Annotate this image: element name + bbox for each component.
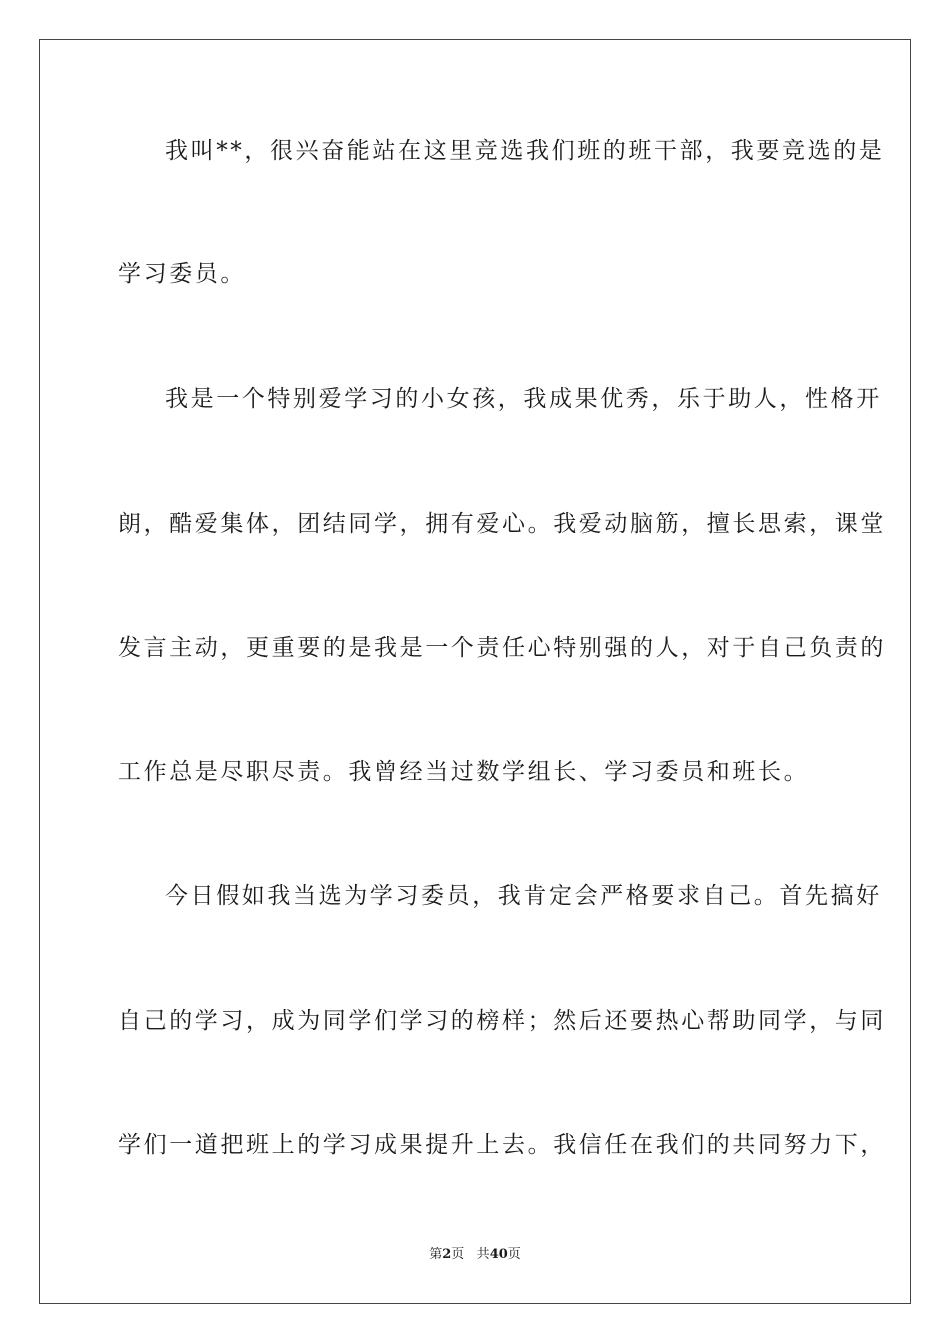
paragraph-2-line-1: 我是一个特别爱学习的小女孩，我成果优秀，乐于助人，性格开 xyxy=(165,386,882,412)
paragraph-3-line-3: 学们一道把班上的学习成果提升上去。我信任在我们的共同努力下， xyxy=(118,1132,886,1158)
footer-total-prefix: 共 xyxy=(476,1247,490,1262)
paragraph-2-line-4: 工作总是尽职尽责。我曾经当过数学组长、学习委员和班长。 xyxy=(118,759,810,785)
page-footer xyxy=(0,1246,950,1264)
page-border xyxy=(39,39,911,1304)
paragraph-1-line-2: 学习委员。 xyxy=(118,261,246,287)
paragraph-3-line-2: 自己的学习，成为同学们学习的榜样；然后还要热心帮助同学，与同 xyxy=(118,1008,886,1034)
paragraph-1-line-1: 我叫**，很兴奋能站在这里竞选我们班的班干部，我要竞选的是 xyxy=(165,138,885,164)
total-pages-number: 40 xyxy=(489,1247,508,1262)
current-page-number: 2 xyxy=(442,1247,452,1262)
paragraph-2-line-2: 朗，酷爱集体，团结同学，拥有爱心。我爱动脑筋，擅长思索，课堂 xyxy=(118,511,886,537)
paragraph-3-line-1: 今日假如我当选为学习委员，我肯定会严格要求自己。首先搞好 xyxy=(165,883,882,909)
footer-page-word: 页 xyxy=(451,1247,465,1262)
paragraph-2-line-3: 发言主动，更重要的是我是一个责任心特别强的人，对于自己负责的 xyxy=(118,635,886,661)
footer-total-word: 页 xyxy=(507,1247,521,1262)
footer-prefix: 第 xyxy=(429,1247,443,1262)
